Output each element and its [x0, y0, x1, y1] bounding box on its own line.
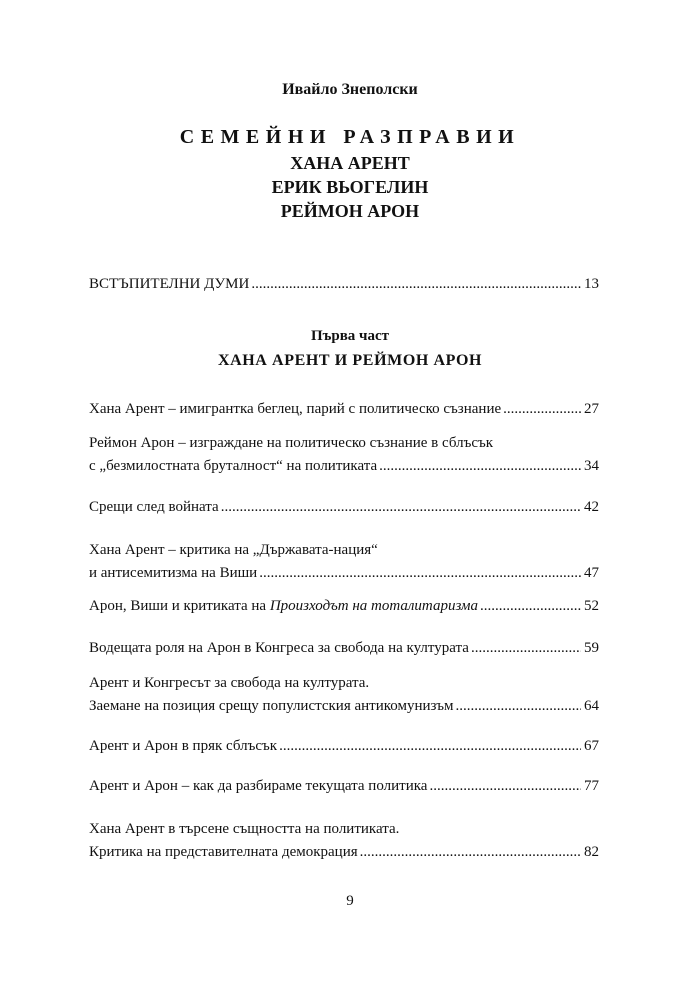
book-title: СЕМЕЙНИ РАЗПРАВИИ	[179, 126, 521, 148]
toc-page-number: 77	[584, 778, 599, 794]
author-name: Ивайло Знеполски	[282, 81, 418, 98]
toc-entry-text: Арент и Конгресът за свобода на културата.	[89, 675, 370, 691]
toc-page-number: 27	[584, 401, 599, 417]
page-number: 9	[346, 893, 354, 909]
toc-page-number: 34	[584, 458, 599, 474]
toc-page-number: 64	[584, 698, 599, 714]
part-title: ХАНА АРЕНТ И РЕЙМОН АРОН	[217, 352, 483, 369]
leader-dots	[429, 775, 581, 798]
leader-dots	[455, 695, 581, 718]
leader-dots	[360, 841, 581, 864]
toc-entry[interactable]	[89, 672, 599, 718]
leader-dots	[251, 273, 581, 296]
toc-page-number: 67	[584, 738, 599, 754]
toc-entry-text: Хана Арент в търсене същността на политиката.	[89, 821, 400, 837]
leader-dots	[379, 455, 581, 478]
subtitle-arendt: ХАНА АРЕНТ	[290, 153, 410, 173]
toc-entry[interactable]	[89, 735, 599, 758]
toc-entry-text: Заемане на позиция срещу популистския антикомунизъм	[89, 698, 454, 714]
toc-entry-text: Реймон Арон – изграждане на политическо съзнание в сблъсък	[89, 435, 494, 451]
subtitle-voegelin: ЕРИК ВЬОГЕЛИН	[271, 177, 429, 197]
leader-dots	[221, 496, 581, 519]
toc-entry[interactable]	[89, 775, 599, 798]
toc-entry-text: Срещи след войната	[89, 499, 219, 515]
toc-page-number: 59	[584, 640, 599, 656]
toc-entry-text: Хана Арент – критика на „Държавата-нация“	[89, 542, 378, 558]
toc-page-number: 42	[584, 499, 599, 515]
toc-entry[interactable]	[89, 595, 599, 618]
toc-page-number: 47	[584, 565, 599, 581]
toc-entry[interactable]	[89, 818, 599, 864]
toc-entry-text: ВСТЪПИТЕЛНИ ДУМИ	[89, 276, 250, 292]
leader-dots	[503, 398, 581, 421]
toc-entry-text: Арент и Арон в пряк сблъсък	[89, 738, 278, 754]
subtitle-aron: РЕЙМОН АРОН	[280, 201, 420, 221]
toc-entry-text: с „безмилостната бруталност“ на политиката	[89, 458, 378, 474]
toc-entry-text: Арон, Виши и критиката на Произходът на тоталитаризма	[89, 598, 478, 614]
toc-entry[interactable]	[89, 496, 599, 519]
toc-entry[interactable]	[89, 398, 599, 421]
toc-entry-text: и антисемитизма на Виши	[89, 565, 258, 581]
toc-entry-intro[interactable]	[89, 273, 599, 296]
leader-dots	[471, 637, 581, 660]
toc-page-number: 82	[584, 844, 599, 860]
toc-entry-text: Хана Арент – имигрантка беглец, парий с политическо съзнание	[89, 401, 502, 417]
leader-dots	[279, 735, 581, 758]
leader-dots	[259, 562, 581, 585]
toc-entry-text: Критика на представителната демокрация	[89, 844, 358, 860]
toc-page-number: 52	[584, 598, 599, 614]
toc-entry[interactable]	[89, 539, 599, 585]
toc-entry[interactable]	[89, 637, 599, 660]
toc-entry[interactable]	[89, 432, 599, 478]
part-label: Първа част	[310, 328, 390, 344]
leader-dots	[480, 595, 581, 618]
toc-entry-text: Арент и Арон – как да разбираме текущата политика	[89, 778, 428, 794]
toc-page-number: 13	[584, 276, 599, 292]
toc-entry-text: Водещата роля на Арон в Конгреса за свобода на културата	[89, 640, 469, 656]
italic-book-title: Произходът на тоталитаризма	[269, 598, 478, 614]
